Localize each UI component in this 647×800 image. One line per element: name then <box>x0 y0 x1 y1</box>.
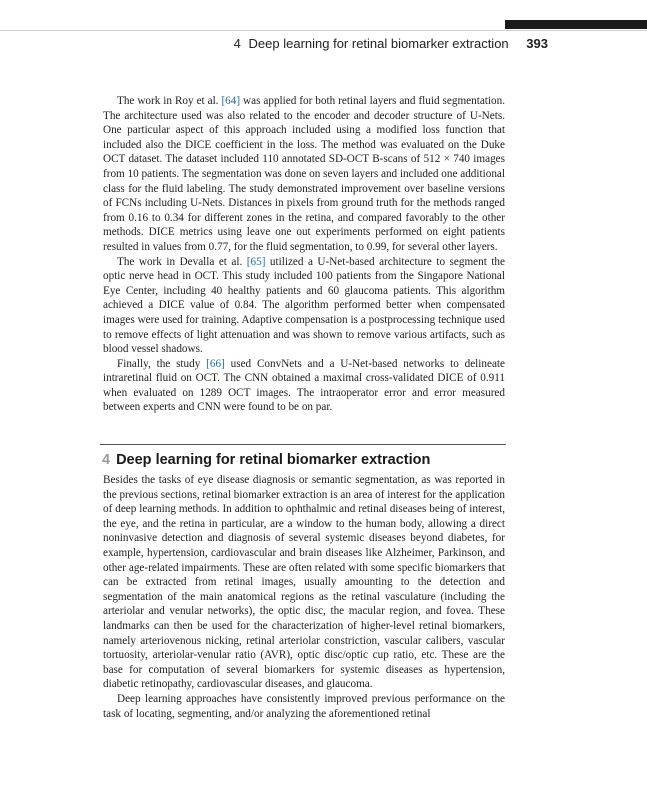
running-header-chapter-title: Deep learning for retinal biomarker extraction <box>248 36 509 51</box>
text: The work in Devalla et al. <box>117 255 247 268</box>
section-title: Deep learning for retinal biomarker extraction <box>116 452 431 468</box>
page-number: 393 <box>526 36 548 51</box>
paragraph-biomarkers: Besides the tasks of eye disease diagnosis or semantic segmentation, as was reported in the previous sections, retinal biomarker extraction is an area of interest for the application of deep learning methods. In addition to ophthalmic and retinal diseases being of interest, the eye, and the retina in particular, are a window to the human body, allowing a direct noninvasive detection and diagnosis of several systemic diseases beyond diabetes, for example, hypertension, cardiovascular and brain diseases like Alzheimer, Parkinson, and other age-related impairments. These are often related with some specific biomarkers that can be extracted from retinal images, usually amounting to the detection and segmentation of the main anatomical regions as the retinal vasculature (including the arteriolar and venular networks), the optic disc, the macular region, and fovea. These landmarks can then be used for the characterization of higher-level retinal biomarkers, namely arteriovenous nicking, retinal arteriolar constriction, vascular calibers, vascular tortuosity, arteriolar-venular ratio (AVR), optic disc/optic cup ratio, etc. These are the base for computation of several biomarkers for systemic diseases as hypertension, diabetic retinopathy, cardiovascular diseases, and glaucoma. <box>103 474 505 691</box>
text: utilized a U-Net-based architecture to segment the optic nerve head in OCT. This study included 100 patients from the Singapore National Eye Center, including 40 healthy patients and 60 glaucoma patients. This algorithm achieved a DICE value of 0.84. The algorithm performed better when compensated images were used for training. Adaptive compensation is a postprocessing technique used to remove effects of light attenuation and was shown to remove various artifacts, such as blood vessel shadows. <box>103 255 505 356</box>
section-number: 4 <box>102 452 111 468</box>
paragraph-devalla <box>103 255 505 357</box>
citation-link-64[interactable]: [64] <box>221 95 241 107</box>
body-text-block-2 <box>103 473 505 721</box>
paragraph-finally <box>103 357 505 415</box>
header-rule <box>0 30 647 31</box>
section-heading <box>102 451 506 469</box>
body-text-block-1 <box>103 94 505 415</box>
running-header-chapter-number: 4 <box>233 36 241 51</box>
section-rule <box>100 444 506 445</box>
citation-link-65[interactable]: [65] <box>246 255 266 268</box>
paragraph-deep-learning-approaches: Deep learning approaches have consistently improved previous performance on the task of locating, segmenting, and/or analyzing the aforementioned retinal <box>103 692 505 720</box>
text: used ConvNets and a U-Net-based networks to delineate intraretinal fluid on OCT. The CNN obtained a maximal cross-validated DICE of 0.911 when evaluated on 1289 OCT images. The intraoperator error and error measured between experts and CNN were found to be on par. <box>103 357 505 414</box>
text: The work in Roy et al. <box>117 95 222 107</box>
text: Finally, the study <box>117 357 207 370</box>
header-decor-bar <box>505 20 647 29</box>
paragraph-roy <box>103 94 505 255</box>
text: was applied for both retinal layers and fluid segmentation. The architecture used was also related to the encoder and decoder structure of U-Nets. One particular aspect of this approach included using a modified loss function that included also the DICE coefficient in the loss. The method was evaluated on the Duke OCT dataset. The dataset included 110 annotated SD-OCT B-scans of 512 × 740 images from 10 patients. The segmentation was done on seven layers and included one additional class for the fluid labeling. The study demonstrated improvement over baseline versions of FCNs including U-Nets. Distances in pixels from ground truth for the methods ranged from 0.16 to 0.34 for different zones in the retina, and compared favorably to the other methods. DICE metrics using leave one out experiments performed on eight patients resulted in values from 0.77, for the fluid segmentation, to 0.99, for several other layers. <box>103 95 505 253</box>
citation-link-66[interactable]: [66] <box>206 357 225 370</box>
running-header <box>100 36 548 52</box>
